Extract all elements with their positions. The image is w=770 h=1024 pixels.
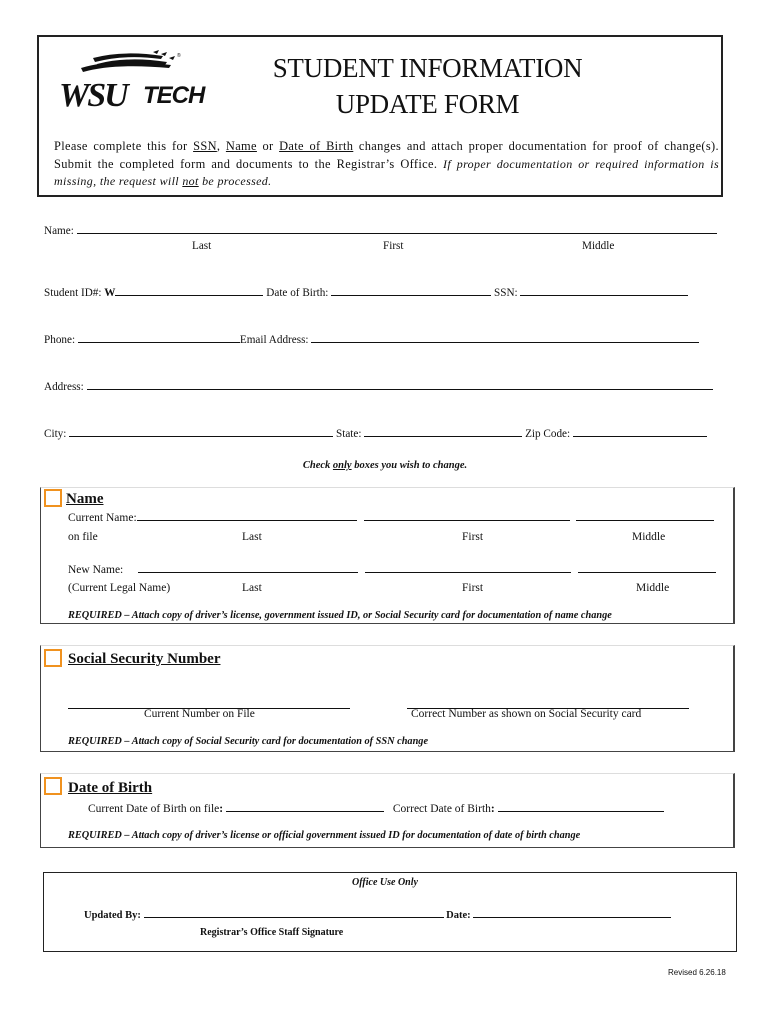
phone-label: Phone: [44,334,76,346]
state-input-line[interactable] [364,435,522,437]
address-row [44,381,713,393]
svg-text:TECH: TECH [143,82,205,109]
dob-row: Current Date of Birth on file: Correct Date of Birth: [88,803,664,815]
student-id-row [44,287,688,299]
dob-change-checkbox[interactable] [44,777,62,795]
dob-required-note: REQUIRED – Attach copy of driver’s license or official government issued ID for documentation of date of birth change [68,830,581,841]
name-input-line[interactable] [77,232,717,234]
name-middle-caption: Middle [582,240,615,252]
correct-ssn-caption: Correct Number as shown on Social Security card [411,708,642,720]
student-id-prefix: W [104,287,116,299]
name-first-caption: First [383,240,404,252]
name-field[interactable] [44,225,717,237]
city-state-zip-row [44,428,707,440]
new-name-middle-line[interactable] [578,571,716,573]
correct-dob-line[interactable] [498,810,664,812]
current-name-row [68,512,714,524]
ssn-label: SSN: [494,287,518,299]
office-date-line[interactable] [473,916,671,918]
ssn-change-checkbox[interactable] [44,649,62,667]
new-name-row [68,564,716,576]
updated-by-label: Updated By: [84,910,141,921]
current-first-caption: First [462,531,484,543]
on-file-caption: on file [68,531,98,543]
name-change-checkbox[interactable] [44,489,62,507]
current-name-first-line[interactable] [364,519,570,521]
new-middle-caption: Middle [636,582,670,594]
instructions: Please complete this for SSN, Name or Date of Birth changes and attach proper documentation for proof of change(s). Submit the completed form and documents to the Registrar’s Office. If proper documentation or required information is missing, the request will not be processed. [54,139,719,188]
dob-label: Date of Birth: [266,287,329,299]
student-id-label: Student ID#: [44,287,105,299]
updated-by-row [84,910,671,921]
signature-caption: Registrar’s Office Staff Signature [200,927,344,938]
dob-section-title: Date of Birth [68,780,153,796]
ssn-input-line[interactable] [520,294,688,296]
title-line-2: UPDATE FORM [335,89,520,119]
wsu-tech-logo [53,48,218,118]
new-name-first-line[interactable] [365,571,571,573]
title-line-1: STUDENT INFORMATION [272,53,583,83]
city-label: City: [44,428,67,440]
staff-signature-line[interactable] [144,916,444,918]
current-last-caption: Last [242,531,262,543]
page-title [250,50,605,122]
legal-name-caption: (Current Legal Name) [68,582,171,594]
name-required-note: REQUIRED – Attach copy of driver’s license, government issued ID, or Social Security card for documentation of name change [68,610,612,621]
current-middle-caption: Middle [632,531,666,543]
office-use-title: Office Use Only [352,877,418,888]
svg-text:WSU: WSU [59,77,127,114]
current-name-last-line[interactable] [137,519,357,521]
new-name-last-line[interactable] [138,571,358,573]
ssn-section-title: Social Security Number [68,651,221,667]
current-dob-line[interactable] [226,810,384,812]
address-label: Address: [44,381,84,393]
svg-text:®: ® [177,53,181,59]
new-first-caption: First [462,582,484,594]
address-input-line[interactable] [87,388,713,390]
new-name-label: New Name: [68,564,124,576]
current-dob-label: Current Date of Birth on file [88,803,220,815]
ssn-required-note: REQUIRED – Attach copy of Social Security card for documentation of SSN change [68,736,429,747]
name-section-title: Name [66,491,104,507]
name-change-section [40,487,735,624]
name-last-caption: Last [192,240,212,252]
zip-label: Zip Code: [525,428,571,440]
email-label: Email Address: [239,334,309,346]
student-id-input-line[interactable] [115,294,263,296]
name-label: Name: [44,225,74,237]
phone-input-line[interactable] [78,341,240,343]
email-input-line[interactable] [311,341,699,343]
state-label: State: [335,428,362,440]
current-name-middle-line[interactable] [576,519,714,521]
dob-input-line[interactable] [331,294,491,296]
current-name-label: Current Name: [68,512,137,524]
check-note: Check only boxes you wish to change. [302,460,468,471]
new-last-caption: Last [242,582,262,594]
zip-input-line[interactable] [573,435,707,437]
office-date-label: Date: [446,910,471,921]
revised-date: Revised 6.26.18 [668,968,726,977]
phone-email-row [44,334,699,346]
city-input-line[interactable] [69,435,333,437]
current-ssn-caption: Current Number on File [144,708,255,720]
correct-dob-label: Correct Date of Birth [392,803,491,815]
